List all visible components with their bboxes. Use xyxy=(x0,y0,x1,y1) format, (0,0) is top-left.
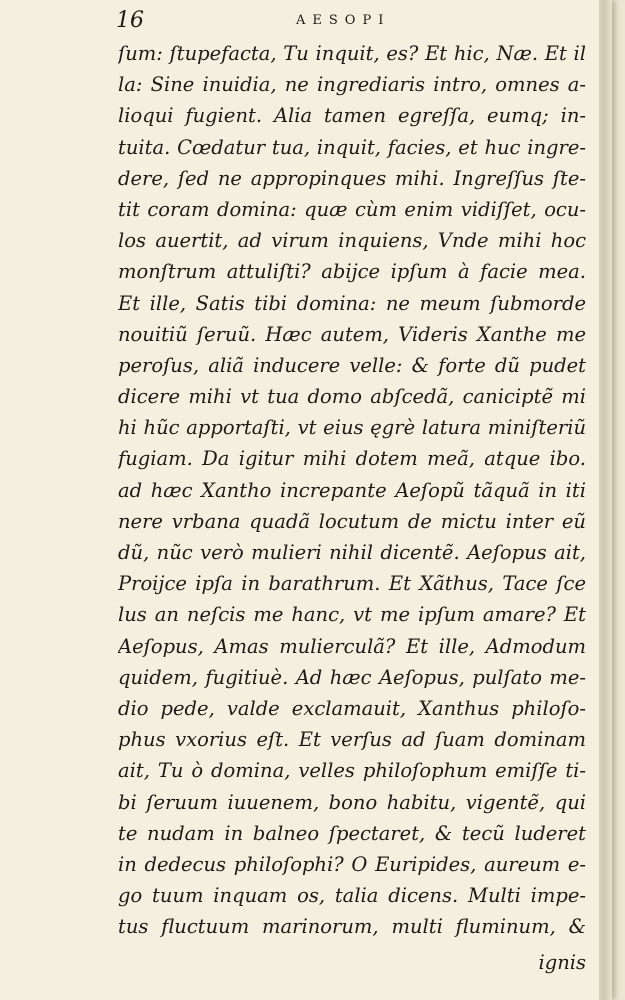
text-line: tuita. Cœdatur tua, inquit, facies, et huc ingre- xyxy=(118,135,586,159)
text-line: hi hũc apportaſti, vt eius ęgrè latura miniſteriũ xyxy=(118,416,586,440)
text-line: quidem, fugitiuè. Ad hæc Aeſopus, pulſato me- xyxy=(118,665,586,689)
text-line: dicere mihi vt tua domo abſcedã, caniciptẽ mi xyxy=(118,385,586,409)
text-line: dere, ſed ne appropinques mihi. Ingreſſus ſte- xyxy=(118,166,586,190)
text-line: Et ille, Satis tibi domina: ne meum ſubmorde xyxy=(118,291,586,315)
text-line: bi ſeruum iuuenem, bono habitu, vigentẽ, qui xyxy=(118,790,586,814)
text-line: lus an neſcis me hanc, vt me ipſum amare? Et xyxy=(118,603,586,627)
page-header xyxy=(116,6,586,38)
text-line: go tuum inquam os, talia dicens. Multi impe- xyxy=(118,884,586,908)
text-line: te nudam in balneo ſpectaret, & tecũ luderet xyxy=(118,821,586,845)
text-line: in dedecus philoſophi? O Euripides, aureum e- xyxy=(118,852,586,876)
text-line: los auertit, ad virum inquiens, Vnde mihi hoc xyxy=(118,229,586,253)
text-line: Aeſopus, Amas mulierculã? Et ille, Admodum xyxy=(118,634,586,658)
text-line: nouitiũ ſeruũ. Hæc autem, Videris Xanthe me xyxy=(118,322,586,346)
text-line: dũ, nũc verò mulieri nihil dicentẽ. Aeſopus ait, xyxy=(118,541,586,564)
text-line: ad hæc Xantho increpante Aeſopũ tãquã in iti xyxy=(118,478,586,502)
text-line: nere vrbana quadã locutum de mictu inter eũ xyxy=(118,509,586,533)
page-number: 16 xyxy=(116,8,144,33)
page-edge xyxy=(599,0,612,1000)
catchword: ignis xyxy=(538,951,586,974)
text-line: Proijce ipſa in barathrum. Et Xãthus, Tace ſce xyxy=(118,572,586,596)
text-line: ait, Tu ò domina, velles philoſophum emiſſe ti- xyxy=(118,759,586,783)
text-line: peroſus, aliã inducere velle: & forte dũ pudet xyxy=(118,353,586,377)
body-text xyxy=(118,38,586,942)
text-line: tit coram domina: quæ cùm enim vidiſſet, ocu- xyxy=(118,197,586,221)
text-line: fugiam. Da igitur mihi dotem meã, atque ibo. xyxy=(118,447,586,471)
text-line: ſum: ſtupefacta, Tu inquit, es? Et hic, Næ. Et il xyxy=(118,42,586,65)
text-line: tus fluctuum marinorum, multi fluminum, & xyxy=(118,915,586,939)
text-line: lioqui fugient. Alia tamen egreſſa, eumq; in- xyxy=(118,104,586,128)
running-head: AESOPI xyxy=(296,13,391,28)
text-line: phus vxorius eſt. Et verſus ad ſuam dominam xyxy=(118,728,586,752)
text-line: dio pede, valde exclamauit, Xanthus philoſo- xyxy=(118,696,586,720)
text-line: monſtrum attuliſti? abijce ipſum à facie mea. xyxy=(118,260,586,284)
text-line: la: Sine inuidia, ne ingrediaris intro, omnes a- xyxy=(118,73,586,97)
